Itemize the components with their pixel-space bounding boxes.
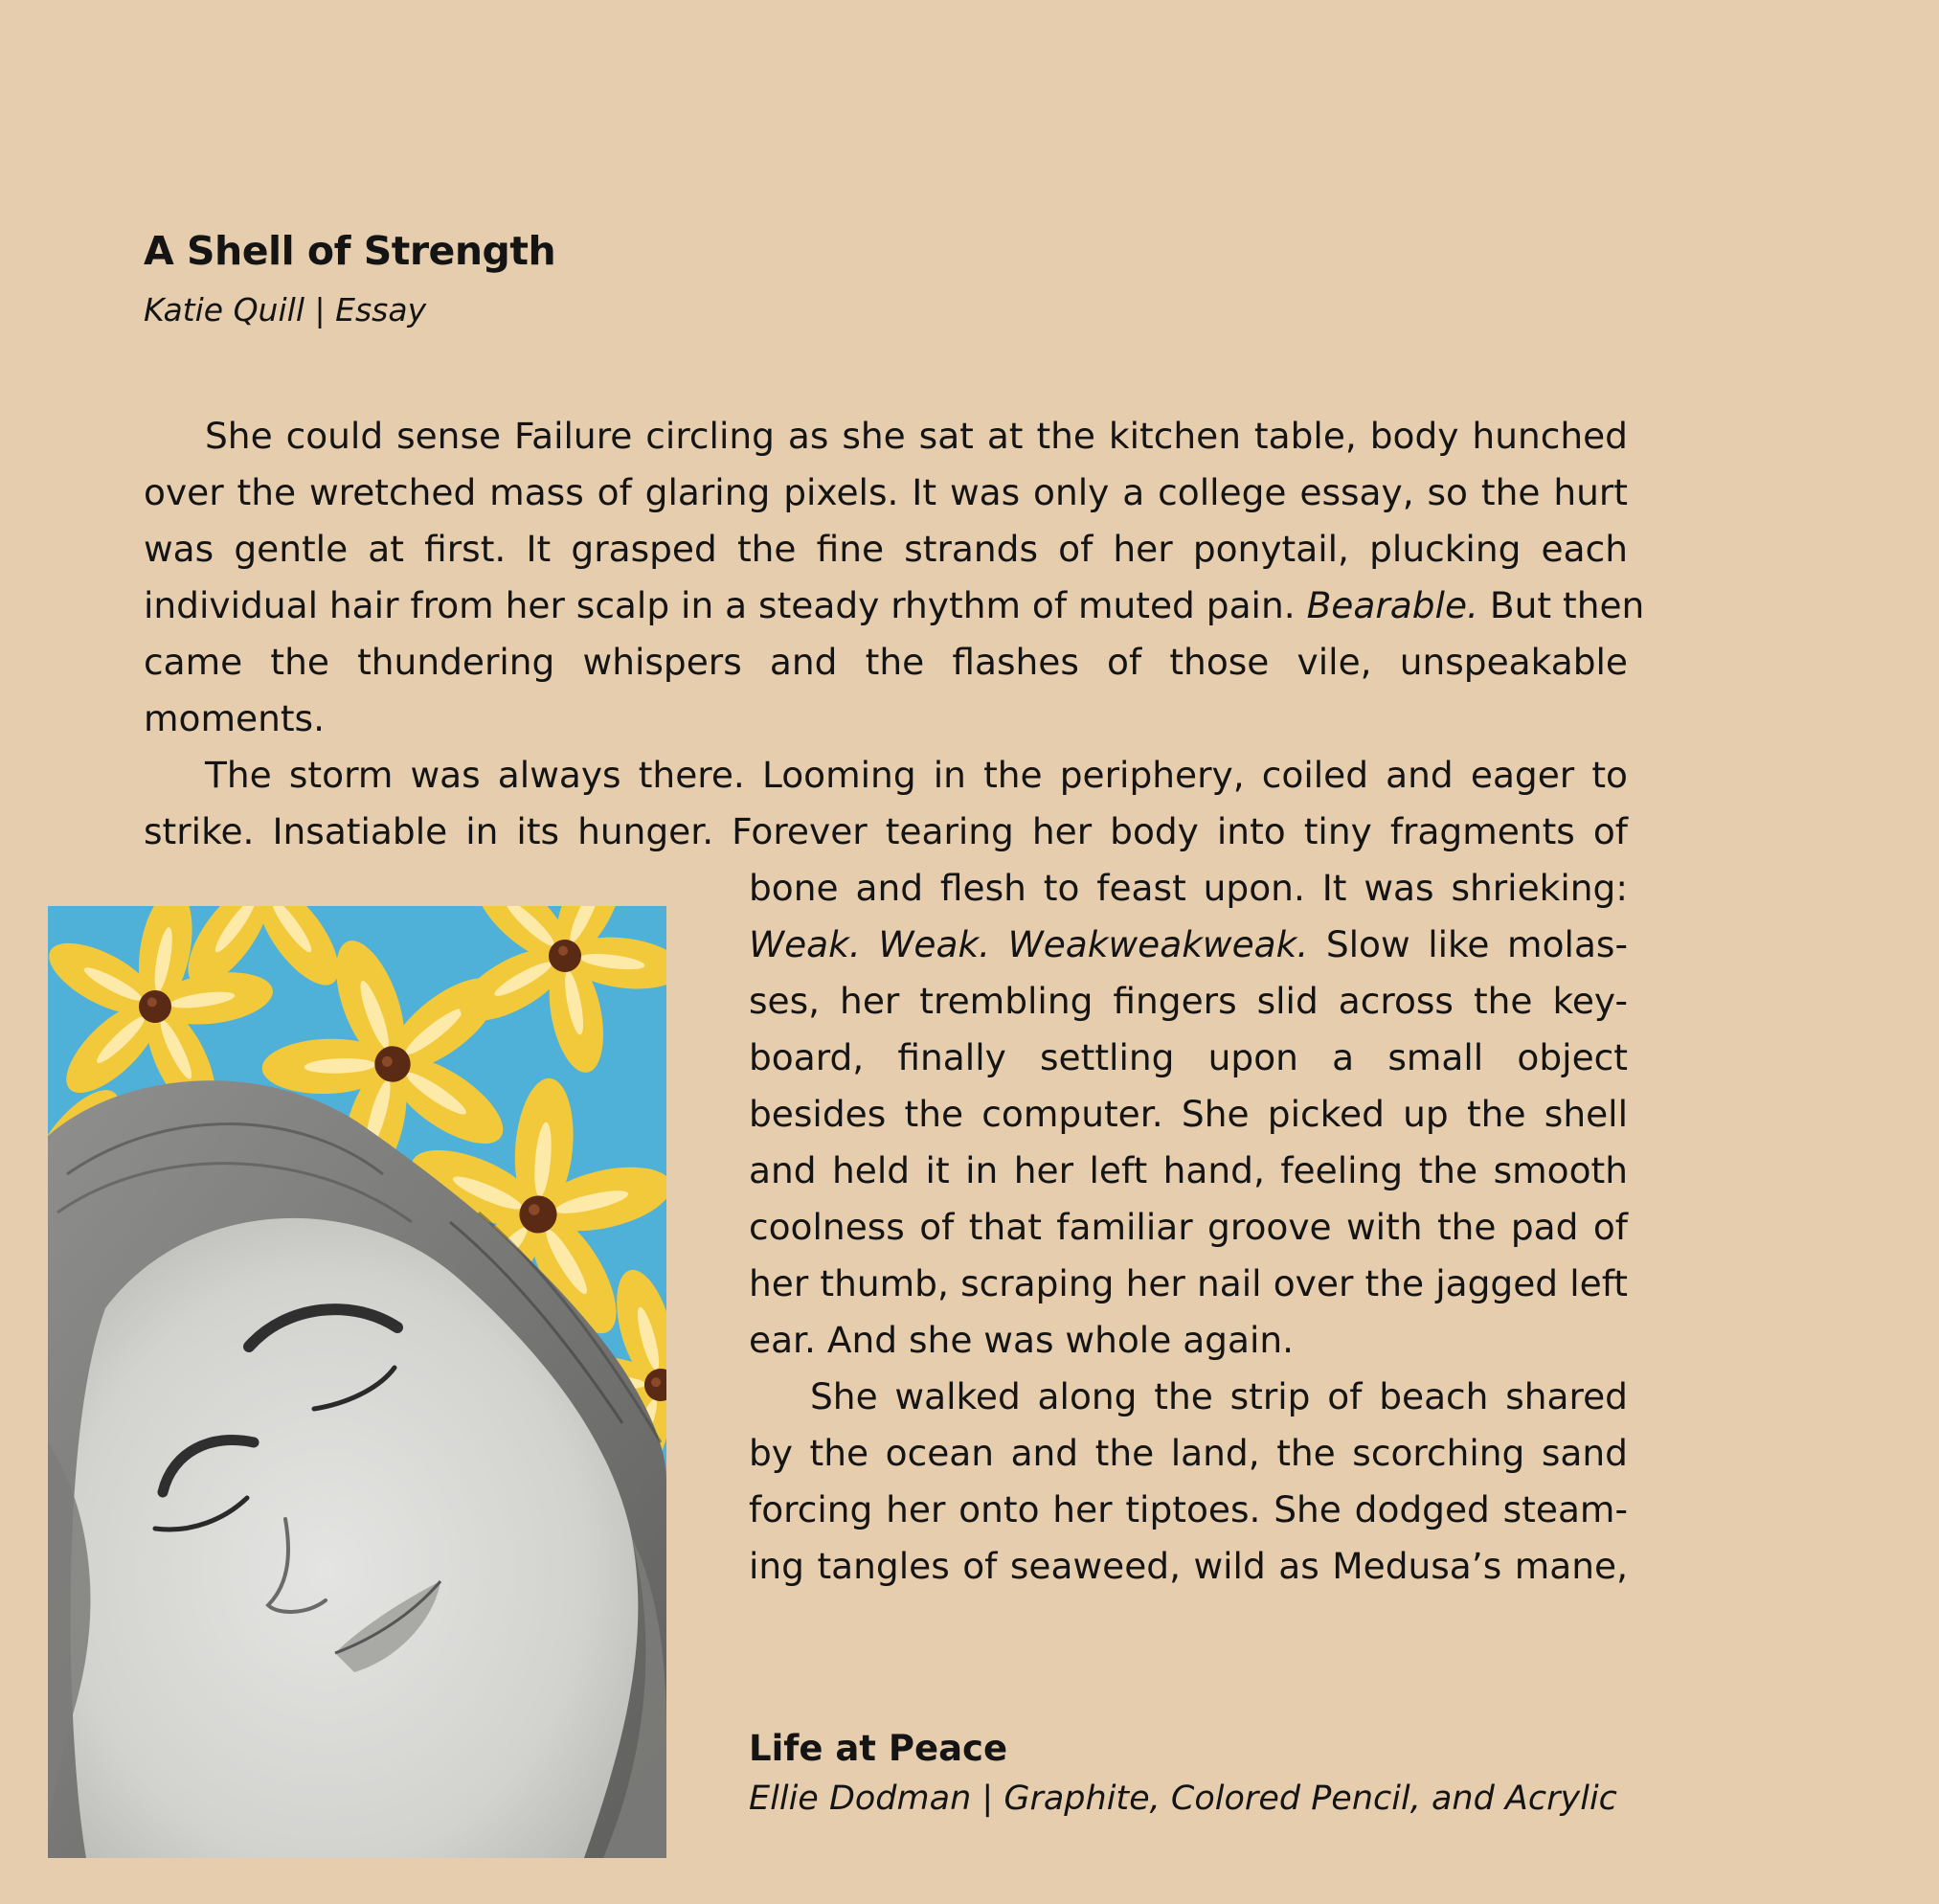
artwork-byline xyxy=(749,1779,1617,1818)
artwork-separator: | xyxy=(981,1779,994,1818)
essay-line: came the thundering whispers and the flashes of those vile, unspeakable xyxy=(144,641,1628,683)
essay-line: Weak. Weak. Weakweakweak. Slow like molas- xyxy=(749,923,1628,965)
essay-line: over the wretched mass of glaring pixels. It was only a college essay, so the hurt xyxy=(144,471,1628,513)
essay-line: The storm was always there. Looming in the periphery, coiled and eager to xyxy=(205,754,1628,796)
essay-line: board, finally settling upon a small object xyxy=(749,1036,1628,1078)
essay-line: ear. And she was whole again. xyxy=(749,1319,1295,1361)
essay-line: and held it in her left hand, feeling the smooth xyxy=(749,1149,1628,1191)
essay-line: bone and flesh to feast upon. It was shrieking: xyxy=(749,867,1628,909)
artwork-image xyxy=(48,906,666,1858)
essay-line: forcing her onto her tiptoes. She dodged steam- xyxy=(749,1488,1628,1530)
essay-text-bottom xyxy=(749,860,1628,1595)
essay-line: ing tangles of seaweed, wild as Medusa’s mane, xyxy=(749,1545,1628,1587)
essay-genre: Essay xyxy=(335,291,427,329)
artwork-illustration xyxy=(48,906,666,1858)
essay-line: ses, her trembling fingers slid across the key- xyxy=(749,980,1628,1022)
essay-line: her thumb, scraping her nail over the jagged left xyxy=(749,1262,1628,1304)
artwork-title: Life at Peace xyxy=(749,1728,1008,1769)
essay-line: by the ocean and the land, the scorching sand xyxy=(749,1432,1628,1474)
byline-separator: | xyxy=(314,291,326,329)
artwork-artist: Ellie Dodman xyxy=(749,1779,972,1818)
essay-line: She could sense Failure circling as she sat at the kitchen table, body hunched xyxy=(205,415,1628,457)
essay-byline xyxy=(144,291,426,329)
essay-line: strike. Insatiable in its hunger. Forever tearing her body into tiny fragments of xyxy=(144,810,1628,852)
emphasis-bearable: Bearable. xyxy=(1306,584,1478,626)
essay-line: coolness of that familiar groove with the pad of xyxy=(749,1206,1628,1248)
essay-line: individual hair from her scalp in a steady rhythm of muted pain. Bearable. But then xyxy=(144,584,1645,626)
essay-line: She walked along the strip of beach shared xyxy=(810,1375,1628,1417)
essay-title: A Shell of Strength xyxy=(144,228,556,274)
essay-line: was gentle at first. It grasped the fine strands of her ponytail, plucking each xyxy=(144,528,1628,570)
essay-text-top xyxy=(144,408,1645,860)
essay-line: moments. xyxy=(144,697,326,739)
emphasis-weak: Weak. Weak. Weakweakweak. xyxy=(749,923,1309,965)
artwork-medium: Graphite, Colored Pencil, and Acrylic xyxy=(1003,1779,1617,1818)
essay-line: besides the computer. She picked up the shell xyxy=(749,1093,1628,1135)
essay-author: Katie Quill xyxy=(144,291,304,329)
